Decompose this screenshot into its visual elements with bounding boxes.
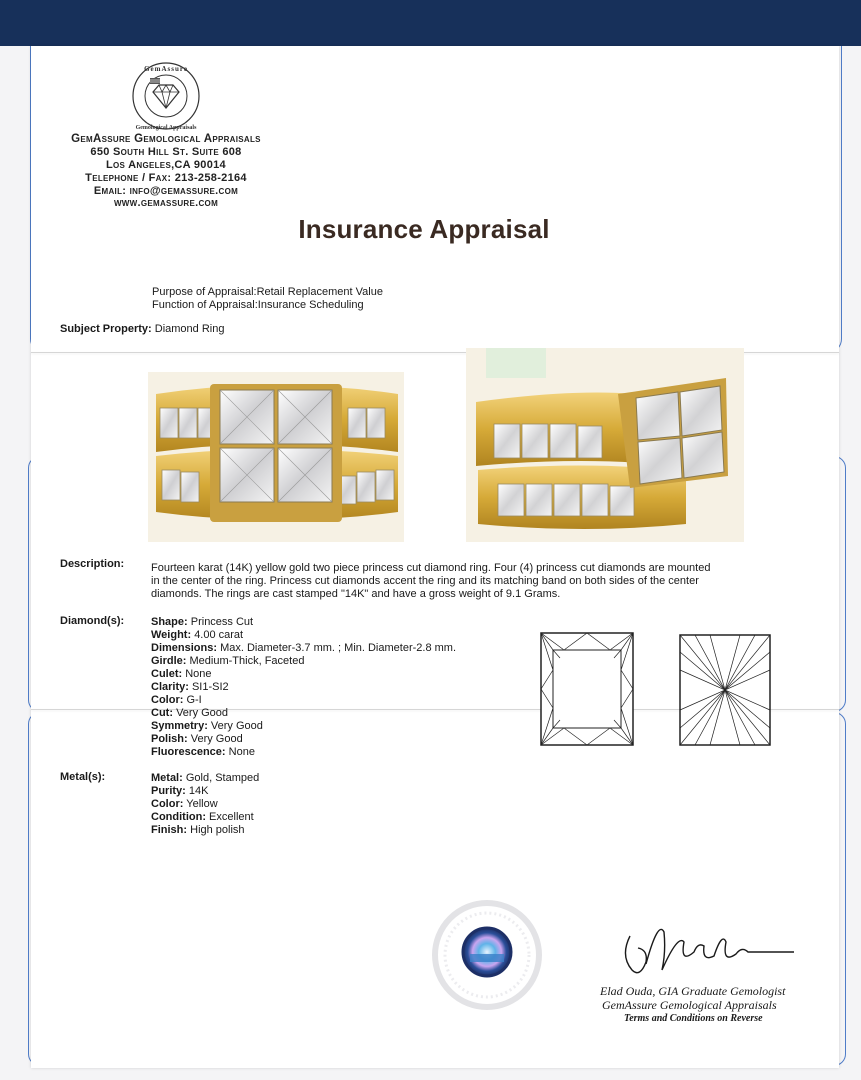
terms-link[interactable]: Terms and Conditions on Reverse xyxy=(624,1013,763,1024)
metal-type: Metal: Gold, Stamped xyxy=(151,772,260,784)
company-website[interactable]: www.gemassure.com xyxy=(113,197,219,209)
hologram-seal xyxy=(422,900,552,1010)
diamond-symmetry: Symmetry: Very Good xyxy=(151,720,263,732)
diamond-color: Color: G-I xyxy=(151,694,202,706)
header-band xyxy=(0,0,861,46)
metal-details xyxy=(151,772,259,837)
subject-property-label: Subject Property: xyxy=(60,323,152,335)
subject-property xyxy=(60,323,224,336)
diamond-clarity: Clarity: SI1-SI2 xyxy=(151,681,229,693)
seal-text-bottom: Gemological Appraisals xyxy=(135,125,197,131)
purpose-of-appraisal: Purpose of Appraisal:Retail Replacement Value xyxy=(152,286,383,298)
signer-company: GemAssure Gemological Appraisals xyxy=(602,998,777,1012)
metal-condition: Condition: Excellent xyxy=(151,811,254,823)
page-title: Insurance Appraisal xyxy=(298,214,550,244)
description-line: in the center of the ring. Princess cut diamonds accent the ring and its matching band on both sides of the center xyxy=(151,575,699,587)
company-address-line1: 650 South Hill St. Suite 608 xyxy=(90,146,242,158)
diamond-dimensions: Dimensions: Max. Diameter-3.7 mm. ; Min. Diameter-2.8 mm. xyxy=(151,642,457,654)
metal-color: Color: Yellow xyxy=(151,798,218,810)
princess-cut-pavilion-diagram xyxy=(679,634,771,746)
diamond-weight: Weight: 4.00 carat xyxy=(151,629,244,641)
subject-property-value: Diamond Ring xyxy=(154,323,225,335)
diamond-cut: Cut: Very Good xyxy=(151,707,229,719)
diamond-girdle: Girdle: Medium-Thick, Faceted xyxy=(151,655,305,667)
signer-name: Elad Ouda, GIA Graduate Gemologist xyxy=(600,984,786,998)
function-of-appraisal: Function of Appraisal:Insurance Scheduling xyxy=(152,299,364,311)
company-email[interactable]: Email: info@gemassure.com xyxy=(93,185,239,197)
ring-photo-side xyxy=(466,348,744,542)
ring-photo-front xyxy=(148,372,404,542)
diamond-details xyxy=(151,616,456,759)
metal-purity: Purity: 14K xyxy=(151,785,209,797)
metals-label: Metal(s): xyxy=(60,771,106,783)
gemassure-seal-logo xyxy=(120,58,212,134)
diamond-fluorescence: Fluorescence: None xyxy=(151,746,255,758)
diamond-polish: Polish: Very Good xyxy=(151,733,243,745)
description-label: Description: xyxy=(60,558,125,570)
company-phone: Telephone / Fax: 213-258-2164 xyxy=(85,172,247,184)
description-line: diamonds. The rings are cast stamped "14K" and have a gross weight of 9.1 Grams. xyxy=(151,588,561,600)
princess-cut-crown-diagram xyxy=(540,632,634,746)
company-address-line2: Los Angeles,CA 90014 xyxy=(106,159,226,171)
company-name: GemAssure Gemological Appraisals xyxy=(71,133,261,145)
metal-finish: Finish: High polish xyxy=(151,824,245,836)
diamond-culet: Culet: None xyxy=(151,668,212,680)
diamonds-label: Diamond(s): xyxy=(60,615,125,627)
signature-scribble xyxy=(618,912,798,982)
diamond-shape: Shape: Princess Cut xyxy=(151,616,254,628)
description-line: Fourteen karat (14K) yellow gold two piece princess cut diamond ring. Four (4) princess cut diamonds are mounted xyxy=(151,562,711,574)
seal-text-top: GemAssure xyxy=(144,65,188,73)
